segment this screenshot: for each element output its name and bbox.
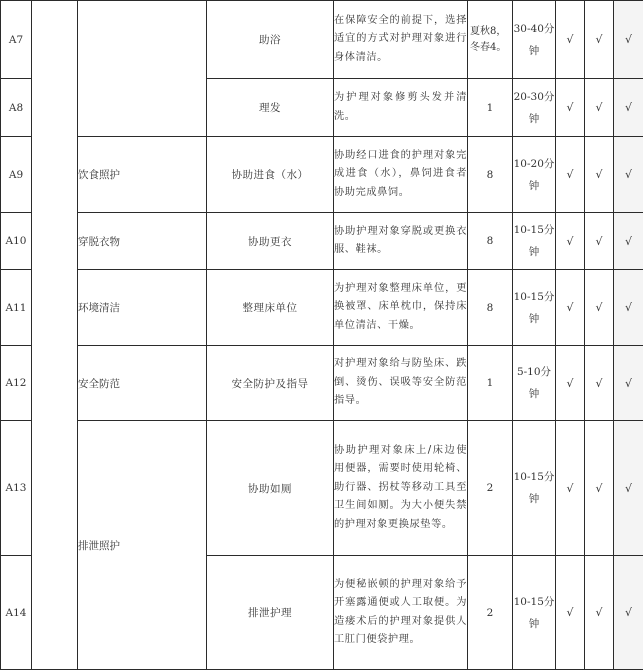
row-code: A10 xyxy=(1,213,32,270)
row-description: 为护理对象修剪头发并清洗。 xyxy=(334,79,468,137)
time-line: 钟 xyxy=(528,246,540,258)
row-description: 为便秘嵌顿的护理对象给予开塞露通便或人工取便。为造瘘术后的护理对象提供人工肛门便袋护理。 xyxy=(334,556,468,670)
row-time xyxy=(513,79,556,137)
row-frequency: 2 xyxy=(468,421,513,556)
check-mark: √ xyxy=(585,556,614,670)
frequency-line: 夏秋8， xyxy=(470,25,507,37)
row-time xyxy=(513,137,556,213)
check-mark: √ xyxy=(614,556,643,670)
row-code: A14 xyxy=(1,556,32,670)
table-row xyxy=(1,137,643,213)
row-description: 在保障安全的前提下，选择适宜的方式对护理对象进行身体清洁。 xyxy=(334,1,468,79)
check-mark: √ xyxy=(585,79,614,137)
row-frequency: 1 xyxy=(468,346,513,421)
row-frequency: 1 xyxy=(468,79,513,137)
row-category: 饮食照护 xyxy=(78,137,207,213)
time-line: 5-10分 xyxy=(516,366,552,378)
check-mark: √ xyxy=(614,270,643,346)
check-mark: √ xyxy=(585,137,614,213)
check-mark: √ xyxy=(556,270,585,346)
check-mark: √ xyxy=(556,213,585,270)
time-line: 10-20分 xyxy=(513,157,555,170)
frequency-line: 冬春4。 xyxy=(470,41,507,53)
time-line: 10-15分 xyxy=(513,595,555,608)
table-row xyxy=(1,270,643,346)
time-line: 10-15分 xyxy=(513,224,555,236)
time-line: 钟 xyxy=(528,617,540,630)
check-mark: √ xyxy=(585,1,614,79)
row-time xyxy=(513,421,556,556)
time-line: 10-15分 xyxy=(513,290,555,303)
row-description: 为护理对象整理床单位，更换被罩、床单枕巾，保持床单位清洁、干燥。 xyxy=(334,270,468,346)
row-frequency xyxy=(468,1,513,79)
check-mark: √ xyxy=(556,79,585,137)
check-mark: √ xyxy=(614,213,643,270)
row-category: 排泄照护 xyxy=(78,421,207,670)
row-frequency: 8 xyxy=(468,270,513,346)
time-line: 钟 xyxy=(528,493,540,505)
row-item: 助浴 xyxy=(207,1,334,79)
row-time xyxy=(513,346,556,421)
row-item: 安全防护及指导 xyxy=(207,346,334,421)
row-time xyxy=(513,556,556,670)
check-mark: √ xyxy=(556,421,585,556)
table-row xyxy=(1,213,643,270)
row-category: 穿脱衣物 xyxy=(78,213,207,270)
row-description: 对护理对象给与防坠床、跌倒、烫伤、误吸等安全防范指导。 xyxy=(334,346,468,421)
check-mark: √ xyxy=(585,421,614,556)
check-mark: √ xyxy=(614,421,643,556)
check-mark: √ xyxy=(556,346,585,421)
time-line: 钟 xyxy=(528,179,540,192)
check-mark: √ xyxy=(556,137,585,213)
time-line: 钟 xyxy=(528,312,540,325)
time-line: 钟 xyxy=(528,388,540,400)
time-line: 10-15分 xyxy=(513,471,555,483)
row-code: A9 xyxy=(1,137,32,213)
row-category: 安全防范 xyxy=(78,346,207,421)
table-row xyxy=(1,1,643,79)
check-mark: √ xyxy=(614,346,643,421)
check-mark: √ xyxy=(614,79,643,137)
row-category xyxy=(78,1,207,137)
row-item: 协助进食（水） xyxy=(207,137,334,213)
check-mark: √ xyxy=(556,556,585,670)
time-line: 30-40分 xyxy=(513,22,555,35)
row-item: 整理床单位 xyxy=(207,270,334,346)
row-frequency: 2 xyxy=(468,556,513,670)
check-mark: √ xyxy=(556,1,585,79)
row-code: A12 xyxy=(1,346,32,421)
row-category: 环境清洁 xyxy=(78,270,207,346)
time-line: 20-30分 xyxy=(513,90,555,103)
row-code: A13 xyxy=(1,421,32,556)
table-row xyxy=(1,346,643,421)
group-column xyxy=(32,1,78,670)
check-mark: √ xyxy=(585,346,614,421)
row-time xyxy=(513,213,556,270)
row-item: 协助更衣 xyxy=(207,213,334,270)
check-mark: √ xyxy=(614,137,643,213)
row-description: 协助护理对象穿脱或更换衣服、鞋袜。 xyxy=(334,213,468,270)
row-item: 协助如厕 xyxy=(207,421,334,556)
row-description: 协助护理对象床上/床边使用便器，需要时使用轮椅、助行器、拐杖等移动工具至卫生间如厕。为大小便失禁的护理对象更换尿垫等。 xyxy=(334,421,468,556)
check-mark: √ xyxy=(585,213,614,270)
time-line: 钟 xyxy=(528,44,540,57)
row-item: 理发 xyxy=(207,79,334,137)
row-frequency: 8 xyxy=(468,137,513,213)
time-line: 钟 xyxy=(528,112,540,125)
row-code: A7 xyxy=(1,1,32,79)
row-description: 协助经口进食的护理对象完成进食（水），鼻饲进食者协助完成鼻饲。 xyxy=(334,137,468,213)
check-mark: √ xyxy=(585,270,614,346)
row-time xyxy=(513,1,556,79)
table-row xyxy=(1,421,643,556)
row-code: A11 xyxy=(1,270,32,346)
row-time xyxy=(513,270,556,346)
row-item: 排泄护理 xyxy=(207,556,334,670)
row-frequency: 8 xyxy=(468,213,513,270)
row-code: A8 xyxy=(1,79,32,137)
check-mark: √ xyxy=(614,1,643,79)
